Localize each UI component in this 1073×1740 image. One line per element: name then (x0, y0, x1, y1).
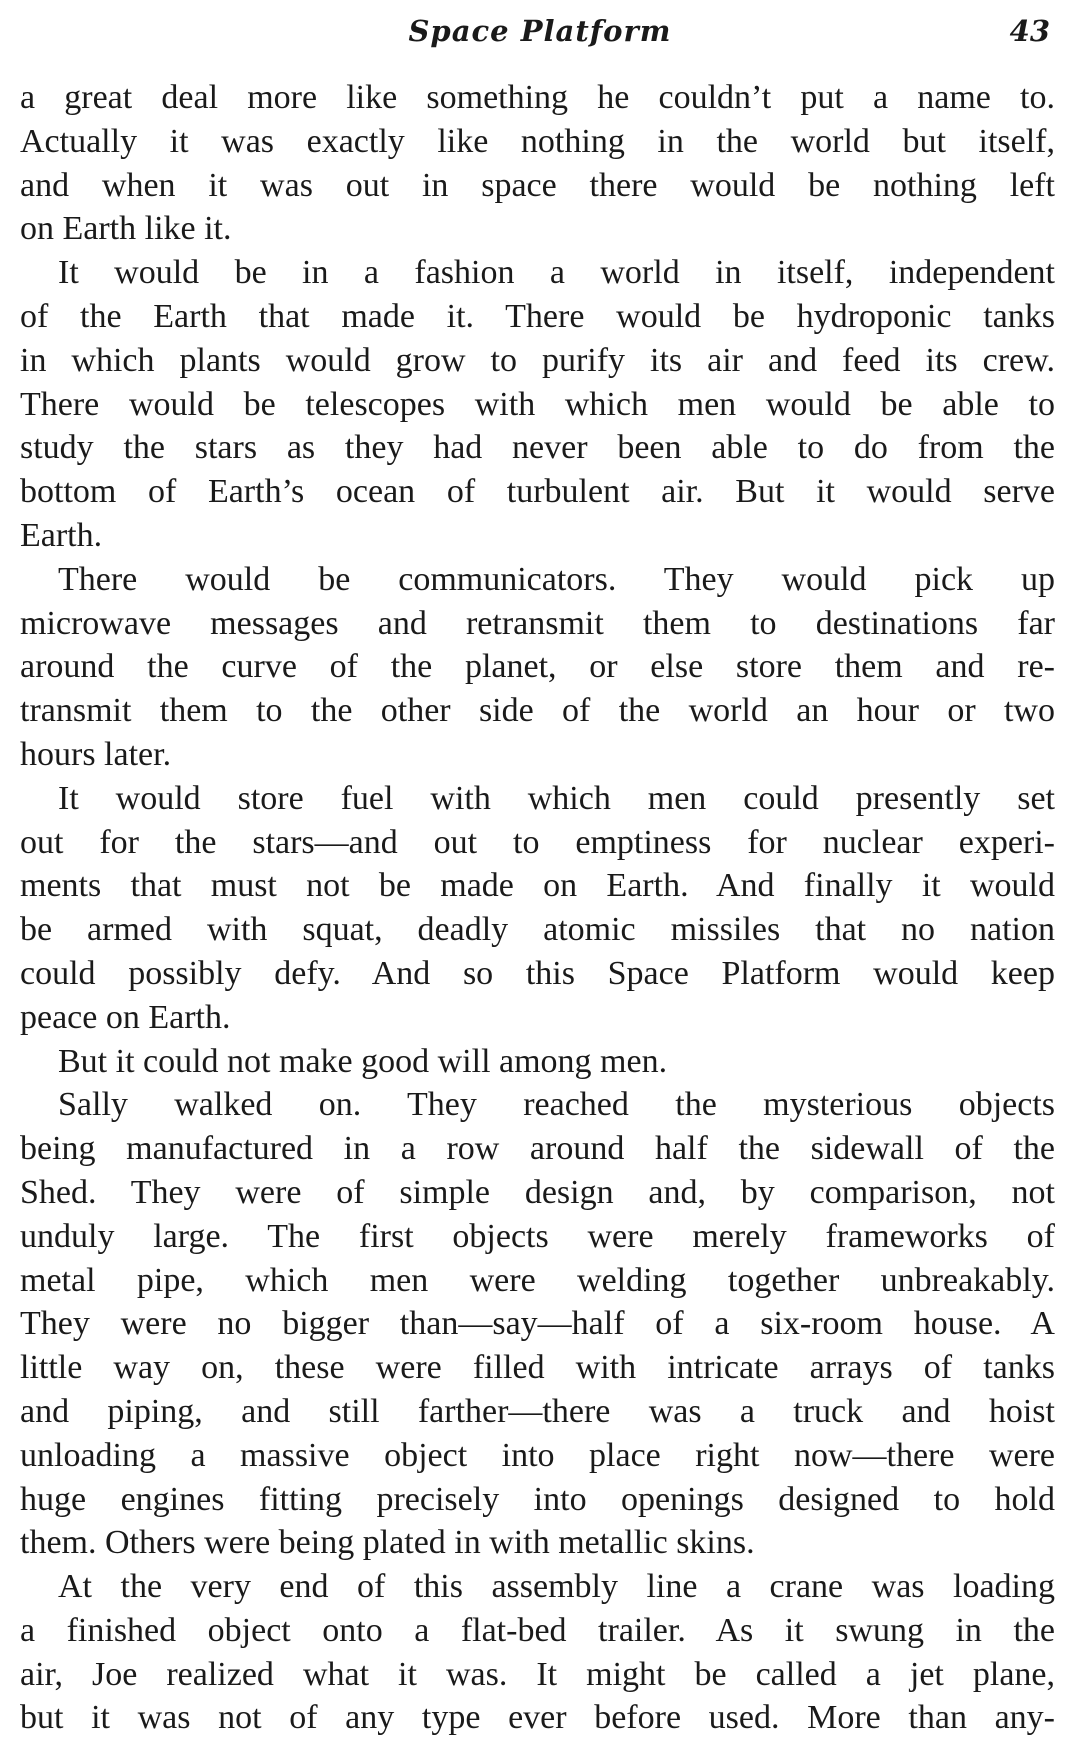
text-line: being manufactured in a row around half the sidewall of the (20, 1130, 1055, 1168)
text-line: peace on Earth. (20, 998, 231, 1036)
text-line: Earth. (20, 516, 103, 554)
text-line: There would be communicators. They would pick up (58, 560, 1055, 598)
text-line: There would be telescopes with which men would be able to (20, 385, 1055, 423)
text-line: unloading a massive object into place right now—there were (20, 1436, 1055, 1474)
text-line: hours later. (20, 735, 172, 773)
running-title: Space Platform (408, 14, 672, 48)
text-line: ments that must not be made on Earth. And finally it would (20, 867, 1055, 905)
text-line: and when it was out in space there would be nothing left (20, 166, 1055, 204)
text-line: on Earth like it. (20, 210, 232, 248)
text-line: air, Joe realized what it was. It might be called a jet plane, (20, 1655, 1055, 1693)
text-line: Actually it was exactly like nothing in the world but itself, (20, 122, 1055, 160)
text-line: It would store fuel with which men could presently set (58, 779, 1055, 817)
text-line: in which plants would grow to purify its air and feed its crew. (20, 341, 1055, 379)
text-line: metal pipe, which men were welding together unbreakably. (20, 1261, 1055, 1299)
text-line: but it was not of any type ever before used. More than any- (20, 1699, 1055, 1737)
text-line: transmit them to the other side of the world an hour or two (20, 692, 1055, 730)
text-line: could possibly defy. And so this Space Platform would keep (20, 954, 1055, 992)
text-line: them. Others were being plated in with metallic skins. (20, 1524, 755, 1562)
running-head (20, 14, 1060, 54)
text-line: of the Earth that made it. There would be hydroponic tanks (20, 297, 1055, 335)
text-line: be armed with squat, deadly atomic missiles that no nation (20, 911, 1055, 949)
text-line: At the very end of this assembly line a crane was loading (58, 1568, 1055, 1606)
text-line: study the stars as they had never been able to do from the (20, 429, 1055, 467)
text-line: bottom of Earth’s ocean of turbulent air. But it would serve (20, 473, 1055, 511)
text-line: But it could not make good will among men. (58, 1042, 668, 1080)
text-line: microwave messages and retransmit them to destinations far (20, 604, 1055, 642)
text-line: and piping, and still farther—there was a truck and hoist (20, 1392, 1055, 1430)
text-line: a finished object onto a flat-bed trailer. As it swung in the (20, 1611, 1055, 1649)
text-line: They were no bigger than—say—half of a six-room house. A (20, 1305, 1055, 1343)
text-line: around the curve of the planet, or else store them and re- (20, 648, 1055, 686)
text-line: huge engines fitting precisely into openings designed to hold (20, 1480, 1055, 1518)
text-line: Shed. They were of simple design and, by comparison, not (20, 1173, 1055, 1211)
text-line: It would be in a fashion a world in itself, independent (58, 254, 1055, 292)
text-line: a great deal more like something he couldn’t put a name to. (20, 79, 1055, 116)
text-line: unduly large. The first objects were merely frameworks of (20, 1217, 1055, 1255)
text-line: Sally walked on. They reached the mysterious objects (58, 1086, 1055, 1124)
page-number: 43 (1009, 14, 1050, 48)
body-text (20, 76, 1055, 1740)
text-line: little way on, these were filled with intricate arrays of tanks (20, 1349, 1055, 1387)
text-line: out for the stars—and out to emptiness for nuclear experi- (20, 823, 1055, 861)
